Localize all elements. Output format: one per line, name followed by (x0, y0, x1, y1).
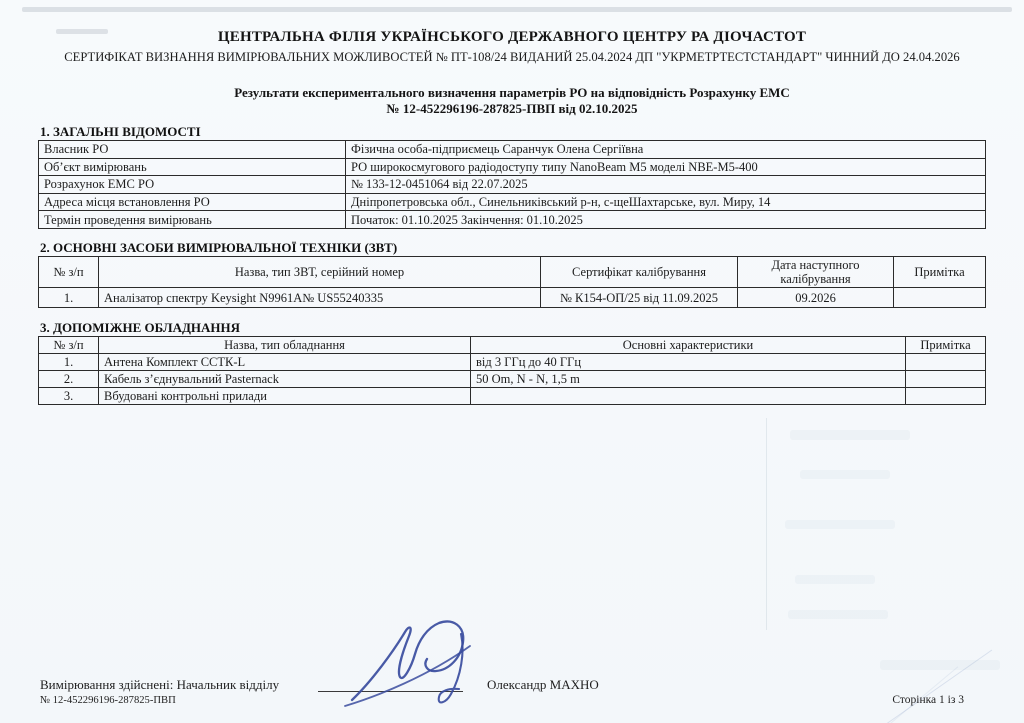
handwritten-signature (333, 616, 498, 708)
certificate-line: СЕРТИФІКАТ ВИЗНАННЯ ВИМІРЮВАЛЬНИХ МОЖЛИВОСТЕЙ № ПТ-108/24 ВИДАНИЙ 25.04.2024 ДП "УКРМЕТРТЕСТСТАНДАРТ" ЧИННИЙ ДО 24.04.2026 (64, 50, 960, 64)
row-value: РО широкосмугового радіодоступу типу NanoBeam M5 моделі NBE-M5-400 (346, 158, 986, 176)
cell-name: Аналізатор спектру Keysight N9961A№ US55240335 (99, 288, 541, 308)
cell-note (894, 288, 986, 308)
auxiliary-equipment-table (38, 336, 986, 405)
column-header: Дата наступного калібрування (738, 257, 894, 288)
table-row (39, 388, 986, 405)
column-header: Примітка (894, 257, 986, 288)
cell-characteristics: 50 Om, N - N, 1,5 m (471, 371, 906, 388)
bleed-through-text-ghost (795, 575, 875, 584)
table-row (39, 211, 986, 229)
section3-heading: 3. ДОПОМІЖНЕ ОБЛАДНАННЯ (40, 320, 241, 335)
bleed-through-text-ghost (880, 660, 1000, 670)
signature-stroke-cross (345, 646, 470, 706)
row-value: № 133-12-0451064 від 22.07.2025 (346, 176, 986, 194)
cell-characteristics: від 3 ГГц до 40 ГГц (471, 354, 906, 371)
cell-index: 1. (39, 354, 99, 371)
row-label: Об’єкт вимірювань (39, 158, 346, 176)
bleed-through-text-ghost (800, 470, 890, 479)
row-label: Термін проведення вимірювань (39, 211, 346, 229)
table-row (39, 193, 986, 211)
column-header: Назва, тип ЗВТ, серійний номер (99, 257, 541, 288)
table-header-row (39, 257, 986, 288)
cell-note (906, 354, 986, 371)
row-label: Розрахунок ЕМС РО (39, 176, 346, 194)
document-title-line1: Результати експериментального визначення параметрів РО на відповідність Розрахунку ЕМС (234, 85, 790, 100)
section2-heading: 2. ОСНОВНІ ЗАСОБИ ВИМІРЮВАЛЬНОЇ ТЕХНІКИ (ЗВТ) (40, 240, 398, 255)
table-row (39, 158, 986, 176)
cell-index: 1. (39, 288, 99, 308)
cell-note (906, 388, 986, 405)
column-header: № з/п (39, 257, 99, 288)
row-value: Дніпропетровська обл., Синельниківський р-н, с-щеШахтарське, вул. Миру, 14 (346, 193, 986, 211)
signature-stroke-descender (439, 634, 463, 702)
cell-next-date: 09.2026 (738, 288, 894, 308)
table-row (39, 288, 986, 308)
cell-name: Кабель з’єднувальний Pasternack (99, 371, 471, 388)
document-title-line2: № 12-452296196-287825-ПВП від 02.10.2025 (386, 101, 638, 116)
measurements-performed-label: Вимірювання здійснені: Начальник відділу (40, 677, 280, 692)
cell-name: Вбудовані контрольні прилади (99, 388, 471, 405)
cell-note (906, 371, 986, 388)
section1-heading: 1. ЗАГАЛЬНІ ВІДОМОСТІ (40, 124, 201, 139)
cell-index: 2. (39, 371, 99, 388)
table-row (39, 371, 986, 388)
cell-index: 3. (39, 388, 99, 405)
table-row (39, 354, 986, 371)
bleed-through-line (766, 418, 767, 630)
row-value: Фізична особа-підприємець Саранчук Олена Сергіївна (346, 141, 986, 159)
column-header: Сертифікат калібрування (541, 257, 738, 288)
table-row (39, 141, 986, 159)
cell-characteristics (471, 388, 906, 405)
bleed-through-text-ghost (790, 430, 910, 440)
organization-title: ЦЕНТРАЛЬНА ФІЛІЯ УКРАЇНСЬКОГО ДЕРЖАВНОГО ЦЕНТРУ РА ДІОЧАСТОТ (217, 29, 807, 45)
document-number: № 12-452296196-287825-ПВП (40, 695, 176, 706)
row-label: Власник РО (39, 141, 346, 159)
table-row (39, 176, 986, 194)
row-label: Адреса місця встановлення РО (39, 193, 346, 211)
row-value: Початок: 01.10.2025 Закінчення: 01.10.2025 (346, 211, 986, 229)
cell-certificate: № К154-ОП/25 від 11.09.2025 (541, 288, 738, 308)
signer-name: Олександр МАХНО (487, 677, 599, 692)
table-header-row (39, 337, 986, 354)
general-info-table (38, 140, 986, 229)
column-header: Примітка (906, 337, 986, 354)
column-header: Назва, тип обладнання (99, 337, 471, 354)
page-number: Сторінка 1 із 3 (892, 694, 964, 706)
bleed-through-text-ghost (785, 520, 895, 529)
column-header: № з/п (39, 337, 99, 354)
scanner-edge-shadow (22, 7, 1012, 12)
measuring-equipment-table (38, 256, 986, 308)
cell-name: Антена Комплект ССТК-L (99, 354, 471, 371)
column-header: Основні характеристики (471, 337, 906, 354)
bleed-through-text-ghost (788, 610, 888, 619)
